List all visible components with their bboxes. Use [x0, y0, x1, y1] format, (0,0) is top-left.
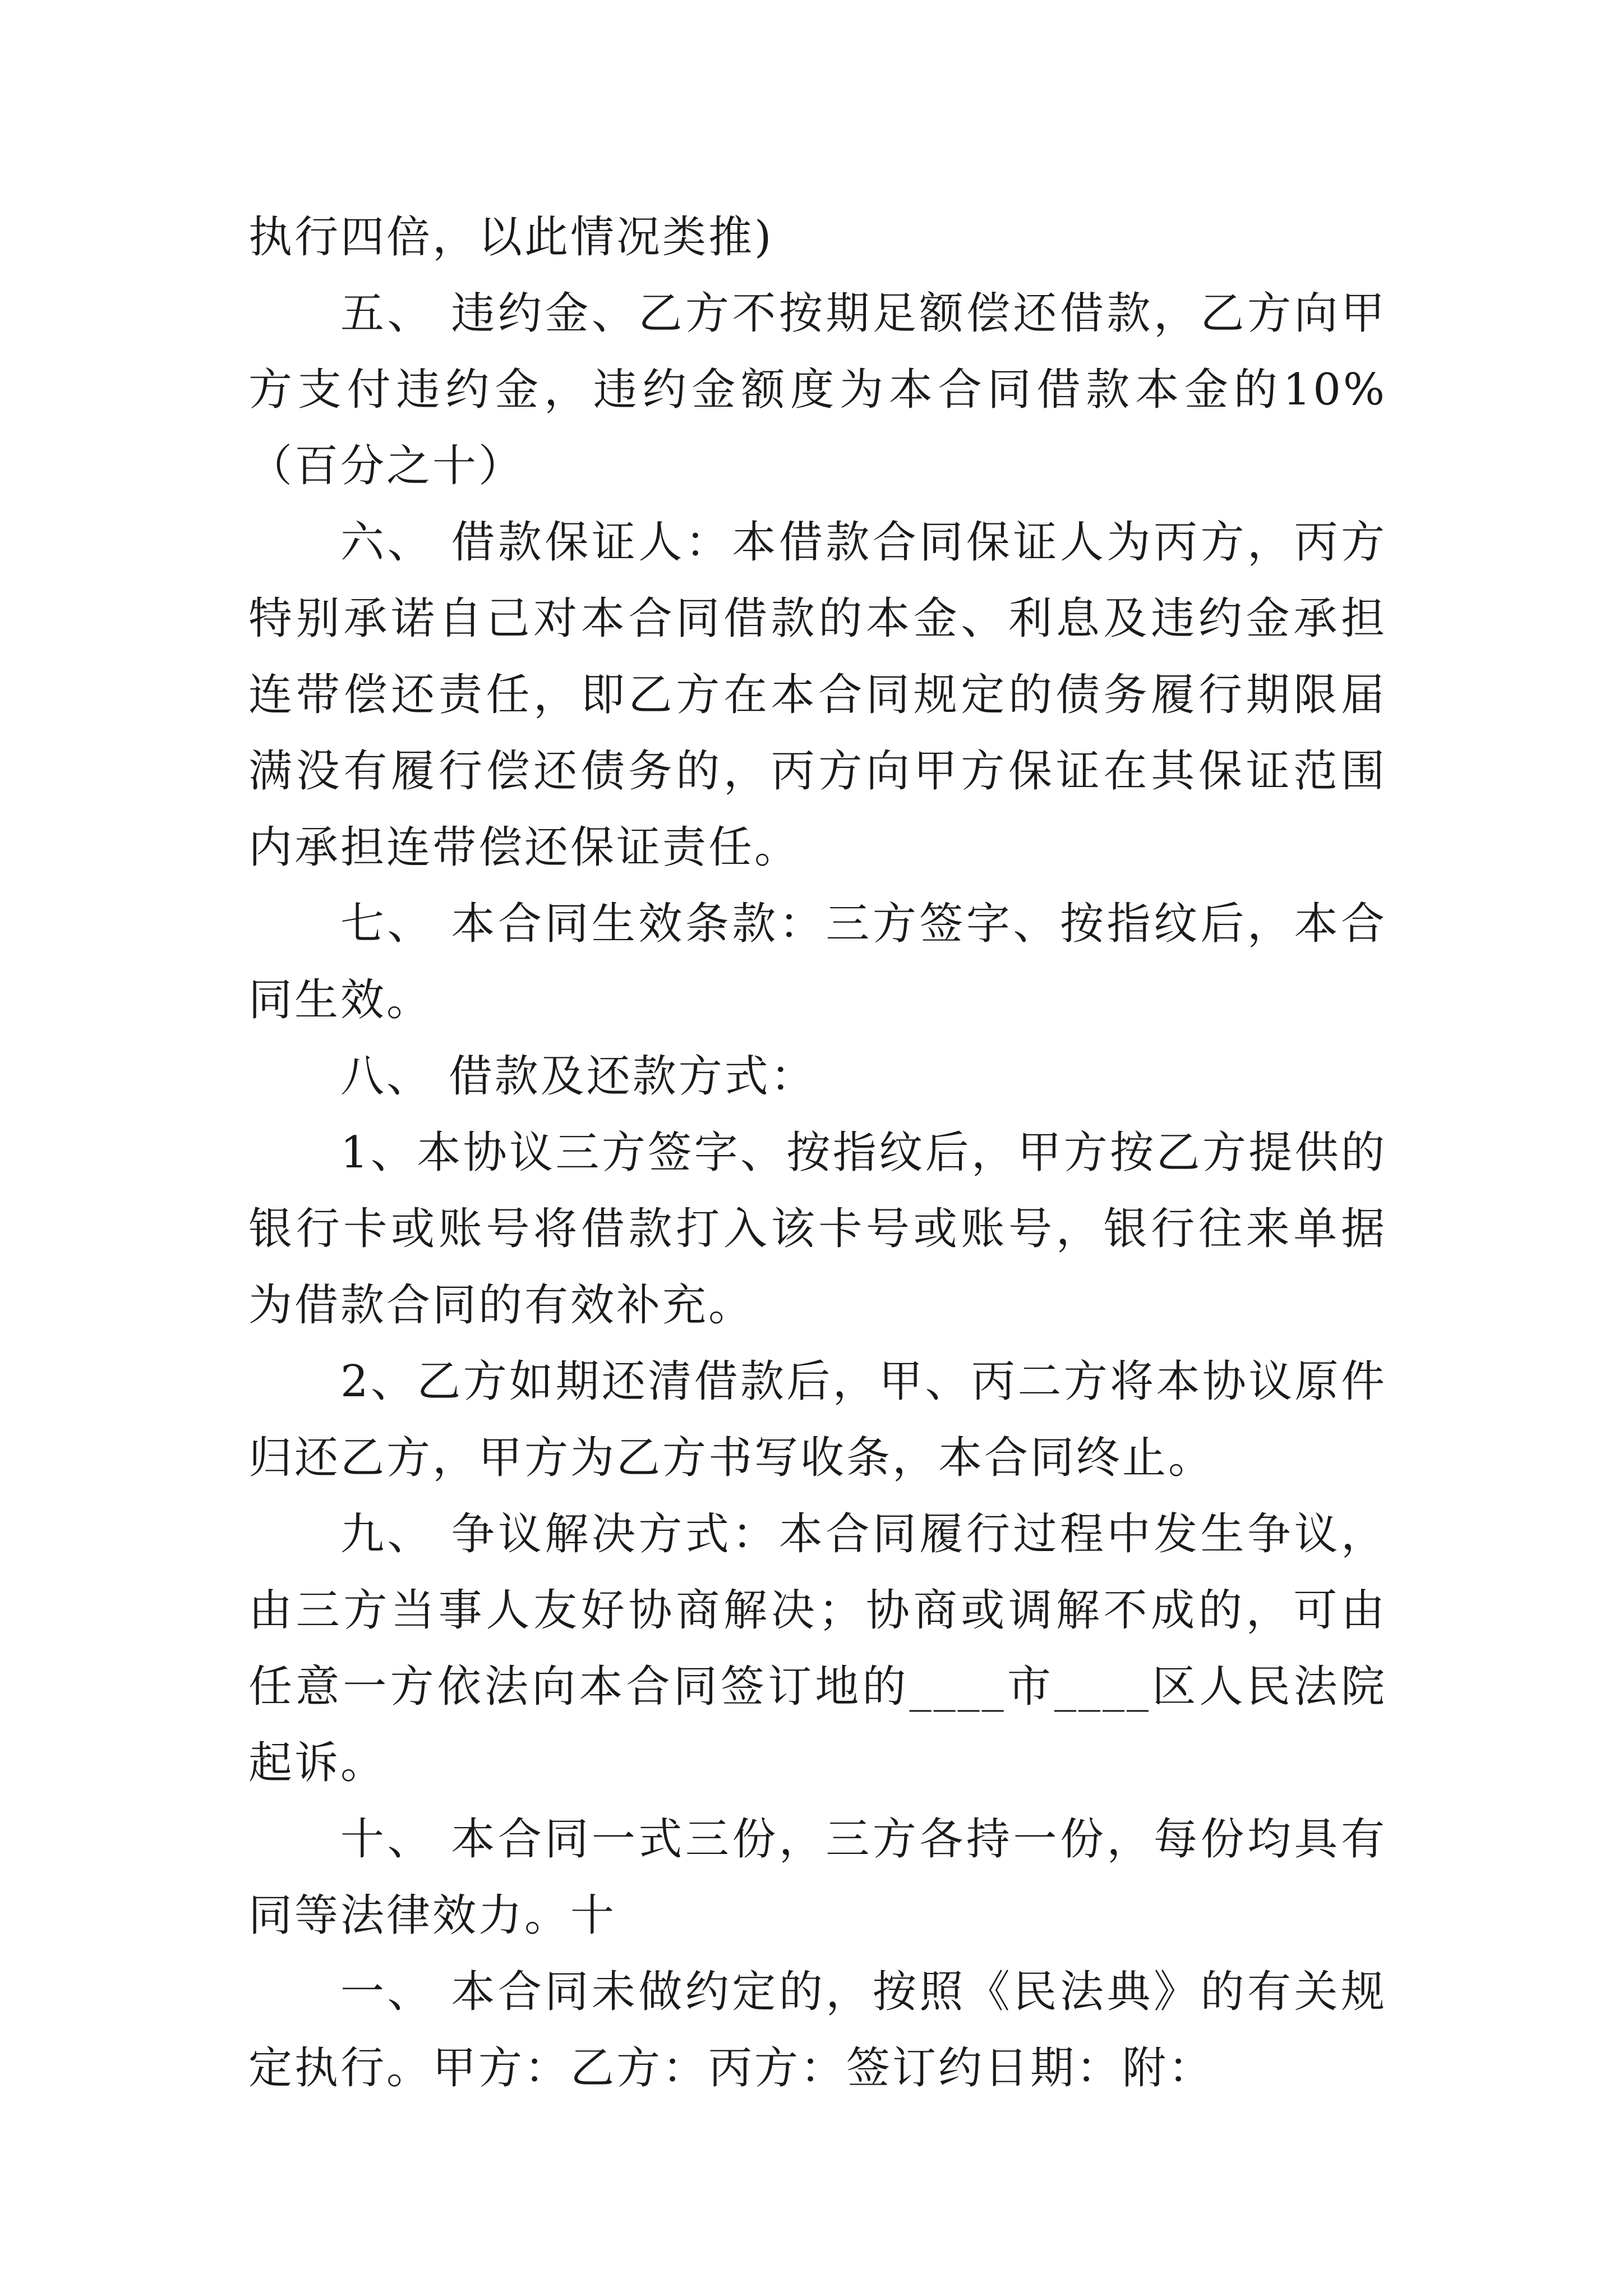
- paragraph-clause-8-item-1: 1、本协议三方签字、按指纹后，甲方按乙方提供的银行卡或账号将借款打入该卡号或账号，银行往来单据为借款合同的有效补充。: [248, 1128, 1387, 1331]
- paragraph-clause-8-item-2: 2、乙方如期还清借款后，甲、丙二方将本协议原件归还乙方，甲方为乙方书写收条，本合同终止。: [248, 1356, 1387, 1483]
- paragraph-clause-7-effect: 七、 本合同生效条款：三方签字、按指纹后，本合同生效。: [248, 899, 1387, 1025]
- paragraph-clause-6-guarantor: 六、 借款保证人：本借款合同保证人为丙方，丙方特别承诺自己对本合同借款的本金、利息及违约金承担连带偿还责任，即乙方在本合同规定的债务履行期限届满没有履行偿还债务的，丙方向甲方保证在其保证范围内承担连带偿还保证责任。: [248, 517, 1387, 873]
- paragraph-continuation: 执行四倍，以此情况类推): [248, 212, 774, 263]
- paragraph-clause-11-signatures: 一、 本合同未做约定的，按照《民法典》的有关规定执行。甲方：乙方：丙方：签订约日期：附：: [248, 1967, 1387, 2093]
- paragraph-clause-9-dispute: 九、 争议解决方式：本合同履行过程中发生争议，由三方当事人友好协商解决；协商或调解不成的，可由任意一方依法向本合同签订地的____市____区人民法院起诉。: [248, 1509, 1387, 1788]
- paragraph-clause-8-heading: 八、 借款及还款方式：: [340, 1051, 817, 1102]
- paragraph-clause-10-copies: 十、 本合同一式三份，三方各持一份，每份均具有同等法律效力。十: [248, 1814, 1387, 1941]
- document-body: [248, 199, 1387, 2106]
- paragraph-clause-5-penalty: 五、 违约金、乙方不按期足额偿还借款，乙方向甲方支付违约金，违约金额度为本合同借款本金的10%（百分之十）: [248, 288, 1387, 491]
